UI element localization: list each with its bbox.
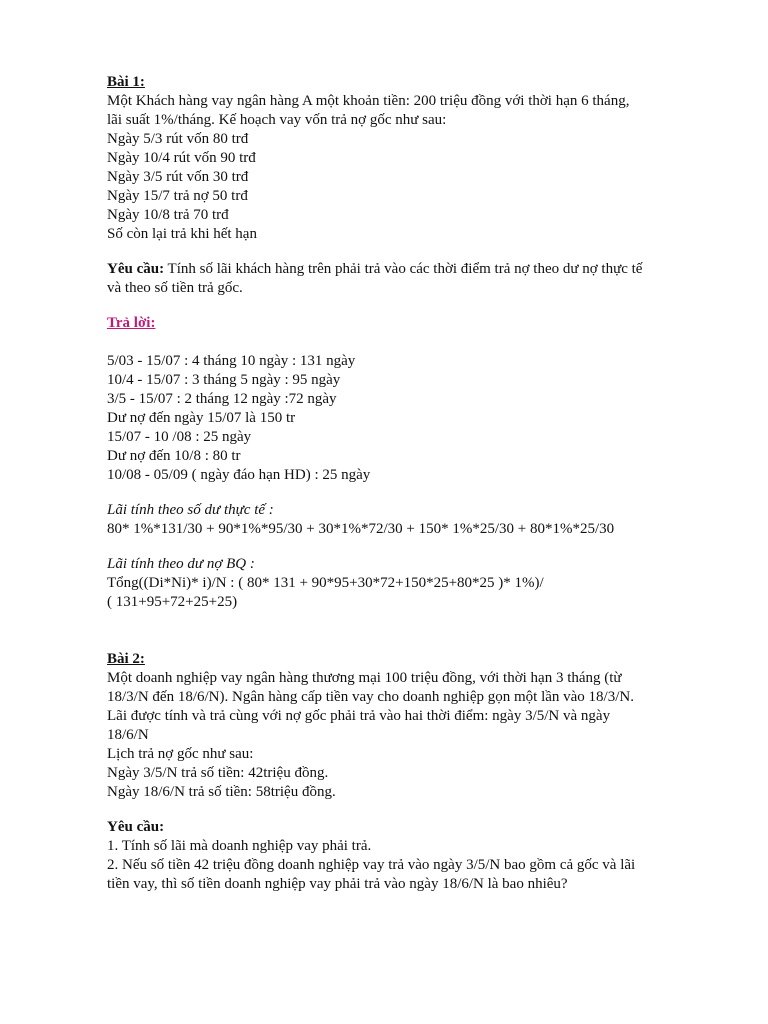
exercise-2-intro-line: Lãi được tính và trả cùng với nợ gốc phải trả vào hai thời điểm: ngày 3/5/N và ngày (107, 708, 611, 724)
exercise-2-intro-line: Ngày 18/6/N trả số tiền: 58triệu đồng. (107, 784, 336, 800)
exercise-2-requirement-line: tiền vay, thì số tiền doanh nghiệp vay phải trả vào ngày 18/6/N là bao nhiêu? (107, 876, 568, 892)
exercise-1-plan-line: Ngày 3/5 rút vốn 30 trđ (107, 169, 249, 185)
method-actual-balance-formula: 80* 1%*131/30 + 90*1%*95/30 + 30*1%*72/30 + 150* 1%*25/30 + 80*1%*25/30 (107, 521, 615, 537)
exercise-1-plan-line: Ngày 5/3 rút vốn 80 trđ (107, 131, 249, 147)
method-average-balance-formula: Tổng((Di*Ni)* i)/N : ( 80* 131 + 90*95+30*72+150*25+80*25 )* 1%)/ (107, 575, 544, 591)
exercise-1-intro-line: Một Khách hàng vay ngân hàng A một khoản tiền: 200 triệu đồng với thời hạn 6 tháng, (107, 93, 630, 109)
exercise-2-intro-line: 18/6/N (107, 727, 149, 743)
answer-title: Trả lời: (107, 315, 156, 331)
exercise-2-intro-line: 18/3/N đến 18/6/N). Ngân hàng cấp tiền vay cho doanh nghiệp gọn một lần vào 18/3/N. (107, 689, 634, 705)
document-page (107, 73, 707, 894)
exercise-2-intro-line: Lịch trả nợ gốc như sau: (107, 746, 254, 762)
method-average-balance-label: Lãi tính theo dư nợ BQ : (107, 556, 255, 572)
method-actual-balance-label: Lãi tính theo số dư thực tế : (107, 502, 274, 518)
method-average-balance-formula-cont: ( 131+95+72+25+25) (107, 594, 238, 610)
exercise-1-plan-line: Ngày 10/4 rút vốn 90 trđ (107, 150, 256, 166)
answer-period-line: 5/03 - 15/07 : 4 tháng 10 ngày : 131 ngày (107, 353, 356, 369)
requirement-label: Yêu cầu: (107, 261, 165, 277)
exercise-1-title: Bài 1: (107, 74, 145, 90)
exercise-2-intro-line: Một doanh nghiệp vay ngân hàng thương mại 100 triệu đồng, với thời hạn 3 tháng (từ (107, 670, 622, 686)
answer-period-line: 10/08 - 05/09 ( ngày đáo hạn HD) : 25 ngày (107, 467, 371, 483)
exercise-1-intro-line: lãi suất 1%/tháng. Kế hoạch vay vốn trả nợ gốc như sau: (107, 112, 447, 128)
requirement-text: Tính số lãi khách hàng trên phải trả vào các thời điểm trả nợ theo dư nợ thực tế (164, 261, 643, 277)
exercise-2-intro-line: Ngày 3/5/N trả số tiền: 42triệu đồng. (107, 765, 329, 781)
exercise-1-requirement-cont: và theo số tiền trả gốc. (107, 280, 243, 296)
answer-period-line: Dư nợ đến ngày 15/07 là 150 tr (107, 410, 296, 426)
exercise-2-requirement-line: 1. Tính số lãi mà doanh nghiệp vay phải trả. (107, 838, 372, 854)
exercise-1-requirement (107, 260, 707, 279)
exercise-2-requirement-label: Yêu cầu: (107, 819, 165, 835)
answer-period-line: 3/5 - 15/07 : 2 tháng 12 ngày :72 ngày (107, 391, 337, 407)
exercise-1-plan-line: Số còn lại trả khi hết hạn (107, 226, 257, 242)
exercise-1-plan-line: Ngày 10/8 trả 70 trđ (107, 207, 229, 223)
answer-period-line: Dư nợ đến 10/8 : 80 tr (107, 448, 241, 464)
answer-period-line: 15/07 - 10 /08 : 25 ngày (107, 429, 252, 445)
answer-period-line: 10/4 - 15/07 : 3 tháng 5 ngày : 95 ngày (107, 372, 341, 388)
exercise-2-requirement-line: 2. Nếu số tiền 42 triệu đồng doanh nghiệp vay trả vào ngày 3/5/N bao gồm cả gốc và lãi (107, 857, 636, 873)
exercise-1-plan-line: Ngày 15/7 trả nợ 50 trđ (107, 188, 248, 204)
exercise-2-title: Bài 2: (107, 651, 145, 667)
